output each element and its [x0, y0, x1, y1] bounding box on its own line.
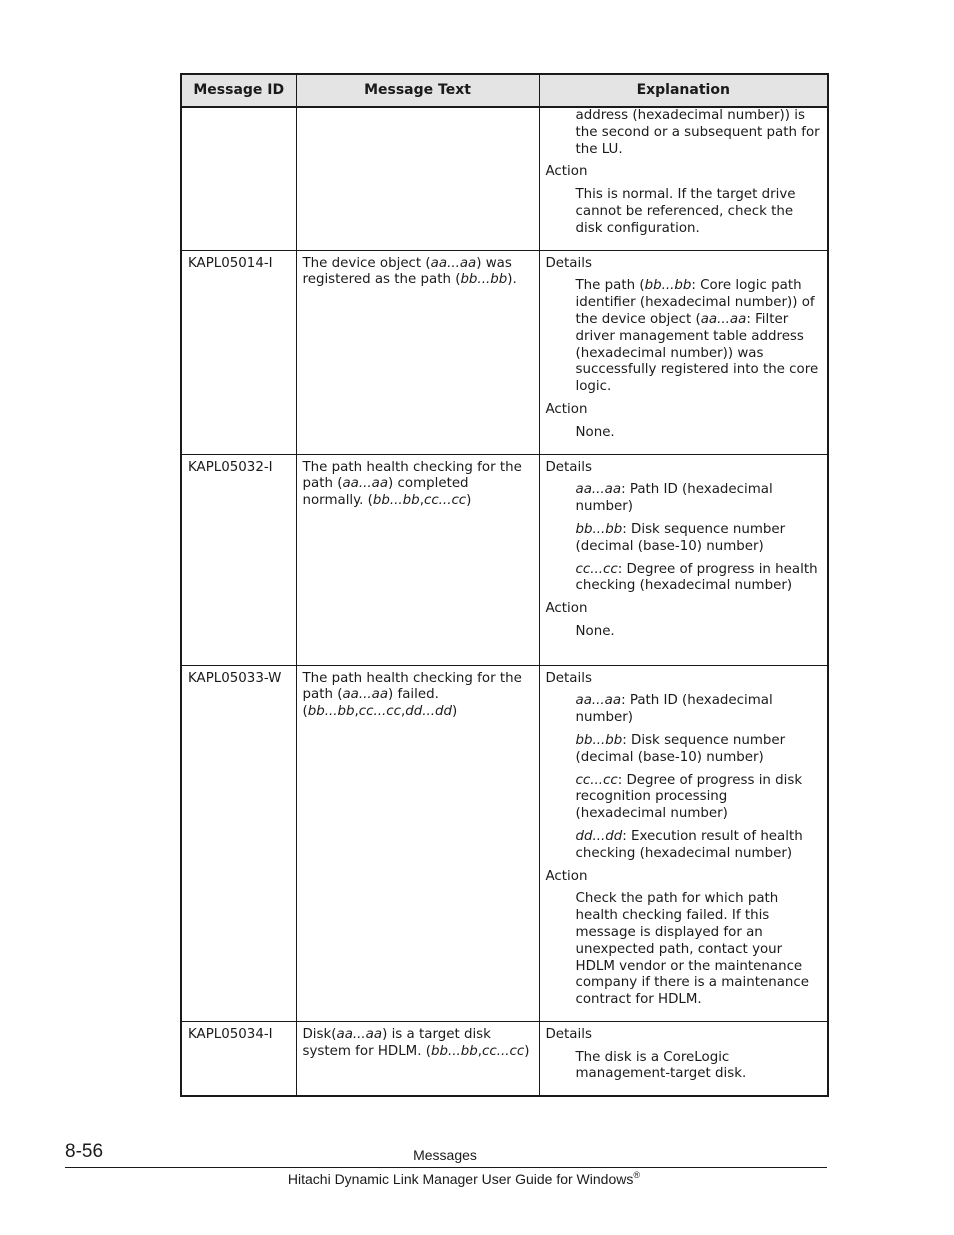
text-segment: ) completed normally. ( [302, 476, 469, 509]
variable-segment: aa...aa [342, 687, 389, 703]
variable-segment: aa...aa [700, 311, 747, 327]
table-row [181, 454, 828, 665]
variable-segment: bb...bb [575, 732, 623, 748]
action-text: Check the path for which path health checking failed. If this message is displayed for an unexpected path, contact your HDLM vendor or the maintenance company if there is a maintenance contract for HDLM. [575, 891, 809, 1008]
header-explanation: Explanation [539, 74, 828, 107]
message-text-cell [296, 454, 539, 665]
table-row [181, 250, 828, 454]
variable-segment: aa...aa [336, 1026, 383, 1042]
section-name: Messages [413, 1147, 477, 1163]
variable-segment: bb...bb [575, 521, 623, 537]
variable-segment: cc...cc [575, 561, 618, 577]
message-text-cell [296, 665, 539, 1021]
variable-segment: cc...cc [575, 772, 618, 788]
details-text [576, 278, 823, 396]
text-segment: ) [452, 704, 458, 720]
text-segment: ) failed. ( [302, 687, 439, 720]
explanation-continued: address (hexadecimal number)) is the second or a subsequent path for the LU. [575, 108, 820, 157]
text-segment: : Path ID (hexadecimal number) [575, 482, 773, 515]
text-segment: Disk( [302, 1026, 337, 1042]
footer-divider [65, 1167, 827, 1168]
details-item [576, 522, 823, 556]
text-segment: ) [466, 493, 472, 509]
variable-segment: bb...bb [307, 704, 355, 720]
text-segment: ). [507, 272, 517, 288]
variable-segment: dd...dd [575, 828, 623, 844]
explanation-cell [539, 107, 828, 250]
document-title [288, 1170, 640, 1187]
text-segment: The path health checking for the path ( [302, 670, 522, 703]
details-item [576, 562, 823, 596]
table-header-row [181, 74, 828, 107]
message-text-cell [296, 107, 539, 250]
text-segment: , [354, 704, 359, 720]
details-item [576, 693, 823, 727]
details-label: Details [545, 255, 592, 271]
action-label: Action [545, 868, 588, 884]
variable-segment: aa...aa [575, 482, 622, 498]
message-id-cell: KAPL05014-I [181, 250, 296, 454]
message-id-cell: KAPL05033-W [181, 665, 296, 1021]
message-text-cell [296, 1021, 539, 1096]
variable-segment: cc...cc [423, 493, 467, 509]
variable-segment: bb...bb [430, 1043, 478, 1059]
action-text: None. [575, 623, 615, 639]
text-segment: : Core logic path identifier (hexadecimal number)) of the device object ( [575, 278, 815, 327]
table-row [181, 107, 828, 250]
explanation-cell [539, 665, 828, 1021]
details-label: Details [545, 1026, 592, 1042]
variable-segment: cc...cc [482, 1043, 525, 1059]
details-text: The disk is a CoreLogic management-target disk. [575, 1049, 747, 1082]
details-item [576, 482, 823, 516]
text-segment: , [419, 493, 424, 509]
variable-segment: bb...bb [460, 272, 508, 288]
action-label: Action [545, 164, 588, 180]
variable-segment: aa...aa [575, 693, 622, 709]
header-message-text: Message Text [296, 74, 539, 107]
action-label: Action [545, 401, 588, 417]
text-segment: The path ( [575, 278, 645, 294]
text-segment: , [477, 1043, 483, 1059]
message-id-cell [181, 107, 296, 250]
text-segment: : Disk sequence number (decimal (base-10) number) [575, 521, 786, 554]
variable-segment: aa...aa [430, 255, 477, 271]
header-message-id: Message ID [181, 74, 296, 107]
details-item [576, 733, 823, 767]
text-segment: : Degree of progress in health checking (hexadecimal number) [575, 561, 818, 594]
document-title-text: Hitachi Dynamic Link Manager User Guide for Windows [287, 1171, 634, 1187]
variable-segment: bb...bb [372, 493, 420, 509]
details-label: Details [545, 670, 592, 686]
text-segment: The device object ( [302, 255, 431, 271]
message-id-cell: KAPL05034-I [181, 1021, 296, 1096]
text-segment: : Execution result of health checking (hexadecimal number) [575, 828, 803, 861]
explanation-cell [539, 1021, 828, 1096]
variable-segment: aa...aa [342, 476, 389, 492]
action-text: None. [575, 424, 615, 440]
text-segment: The path health checking for the path ( [302, 459, 522, 492]
variable-segment: bb...bb [644, 278, 692, 294]
text-segment: , [401, 704, 406, 720]
text-segment: : Disk sequence number (decimal (base-10) number) [575, 732, 786, 765]
details-item [576, 773, 823, 823]
text-segment: : Filter driver management table address (hexadecimal number)) was successfully registered into the core logic. [575, 311, 819, 395]
variable-segment: dd...dd [405, 704, 453, 720]
text-segment: : Degree of progress in disk recognition processing (hexadecimal number) [575, 772, 803, 822]
details-label: Details [545, 459, 592, 475]
message-table [180, 73, 829, 1097]
text-segment: ) is a target disk system for HDLM. ( [302, 1026, 491, 1059]
variable-segment: cc...cc [358, 704, 401, 720]
page-number: 8-56 [65, 1141, 104, 1162]
registered-mark: ® [633, 1170, 640, 1180]
details-item [576, 829, 823, 863]
action-text: This is normal. If the target drive cannot be referenced, check the disk configuration. [575, 187, 796, 236]
text-segment: ) was registered as the path ( [302, 255, 512, 288]
message-text-cell [296, 250, 539, 454]
explanation-cell [539, 250, 828, 454]
text-segment: ) [524, 1043, 530, 1059]
table-row [181, 1021, 828, 1096]
text-segment: : Path ID (hexadecimal number) [575, 693, 773, 726]
explanation-cell [539, 454, 828, 665]
action-label: Action [545, 601, 588, 617]
message-id-cell: KAPL05032-I [181, 454, 296, 665]
table-row [181, 665, 828, 1021]
